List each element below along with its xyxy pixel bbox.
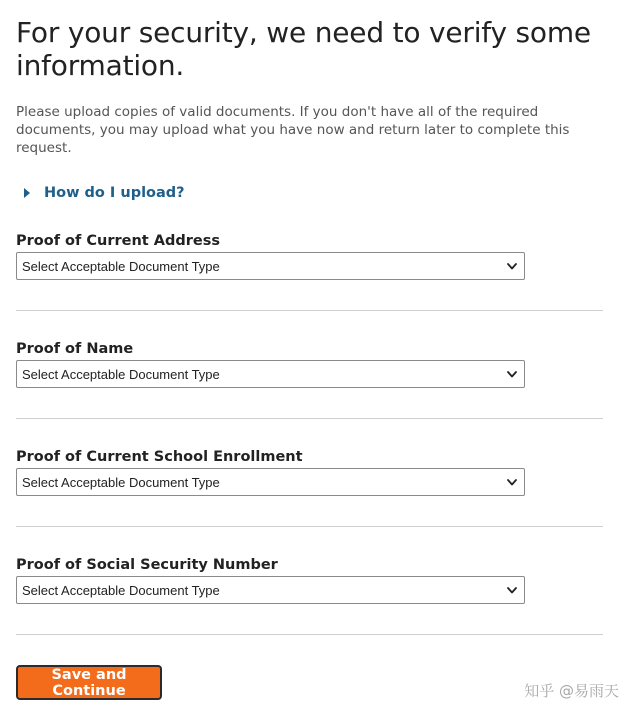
chevron-down-icon: [506, 260, 518, 272]
intro-text: Please upload copies of valid documents. If you don't have all of the required documents, you may upload what you have now and return later to complete this request.: [16, 104, 570, 156]
how-to-upload-label: How do I upload?: [44, 185, 185, 201]
watermark: 知乎 @易雨天: [524, 682, 619, 700]
field-label: Proof of Name: [16, 341, 134, 357]
select-value: Select Acceptable Document Type: [22, 258, 220, 274]
how-to-upload-toggle[interactable]: [24, 185, 606, 201]
section-divider: [16, 310, 603, 311]
field-school-enrollment: [16, 448, 606, 496]
document-type-select[interactable]: [16, 252, 525, 280]
document-type-select[interactable]: [16, 360, 525, 388]
section-divider: [16, 526, 603, 527]
document-type-select[interactable]: [16, 576, 525, 604]
field-current-address: [16, 232, 606, 280]
chevron-down-icon: [506, 476, 518, 488]
select-value: Select Acceptable Document Type: [22, 582, 220, 598]
chevron-down-icon: [506, 584, 518, 596]
select-value: Select Acceptable Document Type: [22, 366, 220, 382]
field-social-security: [16, 556, 606, 604]
field-label: Proof of Current School Enrollment: [16, 449, 303, 465]
chevron-down-icon: [506, 368, 518, 380]
document-type-select[interactable]: [16, 468, 525, 496]
field-label: Proof of Social Security Number: [16, 557, 278, 573]
verification-form: [16, 0, 606, 635]
save-and-continue-button[interactable]: Save and Continue: [16, 665, 162, 700]
field-name: [16, 340, 606, 388]
section-divider: [16, 418, 603, 419]
select-value: Select Acceptable Document Type: [22, 474, 220, 490]
caret-right-icon: [24, 188, 30, 198]
field-label: Proof of Current Address: [16, 233, 221, 249]
page-title: For your security, we need to verify some information.: [16, 16, 591, 82]
section-divider: [16, 634, 603, 635]
